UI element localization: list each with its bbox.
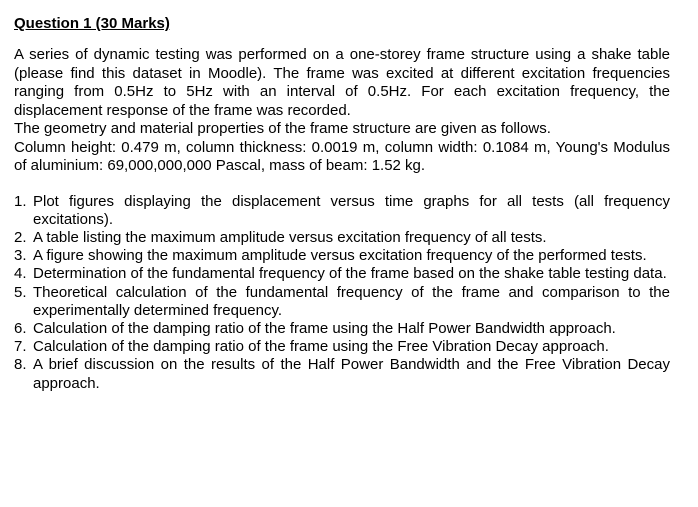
- task-number: 3.: [14, 247, 27, 265]
- task-number: 8.: [14, 356, 27, 374]
- intro-paragraph-properties: Column height: 0.479 m, column thickness: 0.0019 m, column width: 0.1084 m, Young's Modulus of aluminium: 69,000,000,000 Pascal, mass of beam: 1.52 kg.: [14, 138, 670, 174]
- task-text: Calculation of the damping ratio of the frame using the Free Vibration Decay approach.: [33, 338, 609, 356]
- task-item: [14, 320, 670, 338]
- task-number: 7.: [14, 338, 27, 356]
- task-text: Calculation of the damping ratio of the frame using the Half Power Bandwidth approach.: [33, 319, 616, 337]
- task-item: [14, 284, 670, 320]
- task-item: [14, 193, 670, 229]
- task-list: [14, 193, 670, 393]
- task-item: [14, 356, 670, 392]
- intro-paragraph-testing: A series of dynamic testing was performed on a one-storey frame structure using a shake table (please find this dataset in Moodle). The frame was excited at different excitation frequencies ranging from 0.5Hz to 5Hz with an interval of 0.5Hz. For each excitation frequency, the displacement response of the frame was recorded.: [14, 46, 670, 119]
- task-number: 2.: [14, 228, 27, 246]
- task-text: A figure showing the maximum amplitude versus excitation frequency of the performed tests.: [33, 247, 647, 265]
- task-text: Plot figures displaying the displacement versus time graphs for all tests (all frequency excitations).: [33, 192, 670, 228]
- task-text: Determination of the fundamental frequency of the frame based on the shake table testing data.: [33, 265, 667, 283]
- task-item: [14, 247, 670, 265]
- task-text: A table listing the maximum amplitude versus excitation frequency of all tests.: [33, 228, 547, 246]
- task-number: 4.: [14, 265, 27, 283]
- question-heading: Question 1 (30 Marks): [14, 15, 170, 32]
- task-number: 5.: [14, 283, 27, 301]
- task-text: A brief discussion on the results of the Half Power Bandwidth and the Free Vibration Decay approach.: [33, 356, 670, 392]
- task-item: [14, 338, 670, 356]
- task-number: 6.: [14, 319, 27, 337]
- task-text: Theoretical calculation of the fundamental frequency of the frame and comparison to the experimentally determined frequency.: [33, 283, 670, 319]
- task-item: [14, 229, 670, 247]
- intro-section: [14, 46, 670, 176]
- intro-paragraph-properties-lead: The geometry and material properties of the frame structure are given as follows.: [14, 120, 551, 137]
- task-item: [14, 265, 670, 283]
- task-number: 1.: [14, 192, 27, 210]
